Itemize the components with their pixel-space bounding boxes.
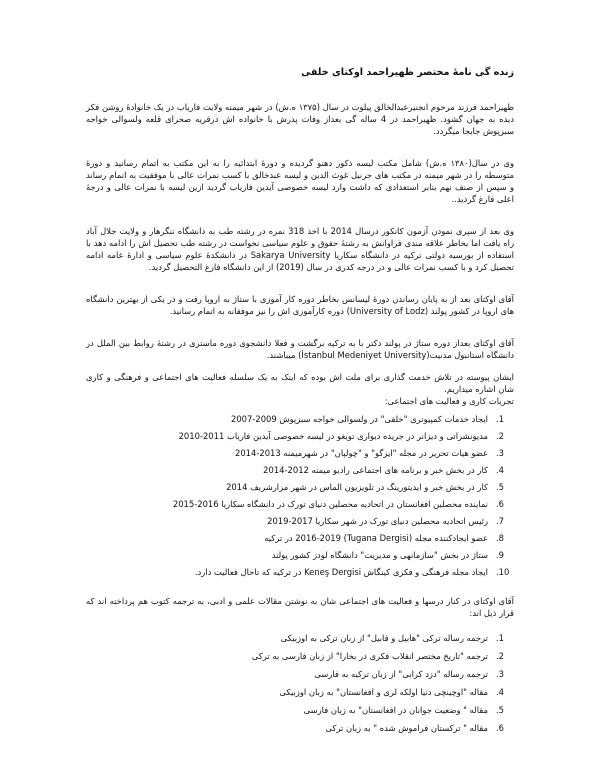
list-item-number: 2. — [496, 651, 505, 661]
paragraph-masters: آقای اوکتای بعداز دوره ستاژ در پولند دکتر با به ترکیه برگشت و فعلا دانشجوی دوره ماستری در رشتهٔ روابط بین الملل در دانشگاه استانبول مدنیت(İstanbul Medeniyet University) میباشند. — [86, 338, 514, 360]
list-item-text: ترجمه "تاریخ مختصر انقلاب فکری در بخارا" از زبان فارسی به ترکی — [251, 651, 488, 661]
list-item-text: کار در بخش خبر و برنامه های اجتماعی رادیو میمنه 2012-2014 — [263, 465, 488, 475]
list-item-number: 1. — [496, 633, 505, 643]
list-item-text: نماینده محصلین افغانستان در اتحادیه محصلین دنیای تورک در دانشگاه سکاریا 2016-2015 — [172, 499, 488, 509]
list-item-number: 8. — [496, 533, 505, 543]
list-item — [86, 445, 505, 462]
list-item — [86, 513, 505, 530]
list-item-text: ستاژ در بخش "سازمانهی و مدیریت" دانشگاه لودز کشور پولند — [271, 550, 488, 560]
list-item — [86, 701, 505, 719]
list-item-text: ترجمه رساله "دزد کرابی" از زبان ترکیه به فارسی — [314, 669, 488, 679]
list-item — [86, 530, 505, 547]
list-item-number: 2. — [496, 431, 505, 441]
list-item-text: ایجاد خدمات کمپیوتری "خلقی" در ولسوالی خواجه سبزپوش 2009-2007 — [231, 414, 488, 424]
list-item-number: 3. — [496, 669, 505, 679]
paragraph-birth: ظهیراحمد فرزند مرحوم انجنیرعبدالخالق پیلوت در سال (۱۳۷۵ ه.ش) در شهر میمنه ولایت فاریاب در یک خانوادهٔ روشن فکر دیده به جهان گشود. ظهیراحمد در 4 ساله گی بعداز وفات پدرش با خانواده اش درقریه صحرای قلعه ولسوالی خواجه سبزپوش جابجا میگردد. — [86, 102, 515, 136]
paragraph-internship: آقای اوکتای بعد از به پایان رساندن دورهٔ لیسانس بخاطر دوره کار آموزی با ستاژ به اروپا رفت و در یکی از بهترین دانشگاه های اروپا در کشور پولند (University of Lodz) دوره کارآموزی اش را نیز موفقانه به اتمام رسانید. — [86, 294, 514, 316]
list-item-number: 10. — [496, 567, 510, 577]
list-item-text: رئیس اتحادیه محصلین دنیای تورک در شهر سکاریا 2017-2019 — [267, 516, 488, 526]
list-item-text: مدیونشراتی و دیزانر در جریده دیواری تویغو در لیسه خصوصی آیدین فاریاب 2011-2010 — [178, 431, 488, 441]
list-item-number: 6. — [496, 499, 505, 509]
list-item — [86, 564, 510, 581]
list-item — [86, 411, 505, 428]
list-item — [86, 629, 505, 647]
list-item — [86, 496, 505, 513]
list-item-number: 5. — [496, 482, 505, 492]
list-item-number: 1. — [496, 414, 505, 424]
list-item-text: ترجمه رساله ترکی "هابیل و قابیل" از زبان ترکی به اوزبیکی — [280, 633, 488, 643]
list-item — [86, 547, 505, 564]
list-item-number: 9. — [496, 550, 505, 560]
list-item-number: 5. — [496, 705, 505, 715]
list-item-text: مقاله " ترکستان فراموش شده " به زبان ترکی — [325, 723, 488, 733]
list-item-text: مقاله " وضعیت جوانان در افغانستان" به زبان فارسی — [303, 705, 488, 715]
list-item-number: 4. — [496, 687, 505, 697]
list-item — [86, 462, 505, 479]
translations-list — [86, 629, 514, 737]
paragraph-school: وی در سال(۱۳۸۰ ه.ش) شامل مکتب لیسه ذکور دهنو گردیده و دورهٔ ابتدائیه را به این مکتب به اتمام رسانید و دورهٔ متوسطه را در شهر میمنه در مکتب های جرنیل غوث الدین و لیسه عبدخالق با کسب نمرات عالی با موفقیت به اتمام رساند و سپس از صنف نهم بنابر استعدادی که داشت وارد لیسه خصوصی آیدین فاریاب گردید ازین لیسه با نمرات عالی و درجهٔ اعلی فارغ گردید.. — [86, 158, 515, 204]
list-item-number: 4. — [496, 465, 505, 475]
list-item — [86, 719, 505, 737]
list-item-number: 3. — [496, 448, 505, 458]
activities-list — [86, 411, 514, 581]
list-item-number: 6. — [496, 723, 505, 733]
list-item-text: ایجاد مجله فرهنگی و فکری کینگاش Keneş Dergisi در ترکیه که تاحال فعالیت دارد. — [194, 567, 488, 577]
list-item-text: مقاله "اوچینچی دنیا اولکه لری و افغانستان" به زبان اوزبیکی — [279, 687, 488, 697]
list-item-text: عضو هیات تحریر در مجله "ایزگو" و "چولپان" در شهرمیمنه 2013-2014 — [235, 448, 488, 458]
document-title: زنده گی نامهٔ مختصر ظهیراحمد اوکتای خلقی — [301, 67, 514, 78]
list-item — [86, 479, 505, 496]
list-item — [86, 647, 505, 665]
list-item — [86, 428, 505, 445]
list-item — [86, 683, 505, 701]
paragraph-service: ایشان پیوسته در تلاش خدمت گذاری برای ملت اش بوده که اینک به یک سلسله فعالیت های اجتماعی و فرهنگی و کاری شان اشاره میداریم. — [86, 372, 514, 394]
list-item-text: کار در بخش خبر و ایدیتورینگ در تلویزیون الماس در شهر مزارشریف 2014 — [226, 482, 488, 492]
list-item-number: 7. — [496, 516, 505, 526]
activities-heading: تجربات کاری و فعالیت های اجتماعی: — [384, 396, 514, 406]
list-item — [86, 665, 505, 683]
paragraph-university: وی بعد از سپری نمودن آزمون کانکور درسال 2014 با اخذ 318 نمره در رشته طب به دانشگاه ننگرهار و ولایت جلال آباد راه یافت اما بخاطر علاقه مندی فراوانش به رشتهٔ حقوق و علوم سیاسی نخواست در رشته طب تحصیل اش را ادامه دهد با استفاده از بورسیه دولتی ترکیه در دانشگاه سکاریا Sakarya University در دانشکدهٔ علوم سیاسی و ادارهٔ عامه ادامه تحصیل کرد و با کسب نمرات عالی و در درجه کدری در سال (2019) از این دانشگاه فارغ التحصیل گردید. — [86, 226, 514, 272]
list-item-text: عضو ایجادکننده مجله (Tugana Dergisi) 2016-2019 در ترکیه — [264, 533, 488, 543]
paragraph-translations: آقای اوکتای در کنار درسها و فعالیت های اجتماعی شان به نوشتن مقالات علمی و ادبی، به ترجمه کتوب هم پرداخته اند که قرار ذیل اند: — [86, 596, 514, 618]
